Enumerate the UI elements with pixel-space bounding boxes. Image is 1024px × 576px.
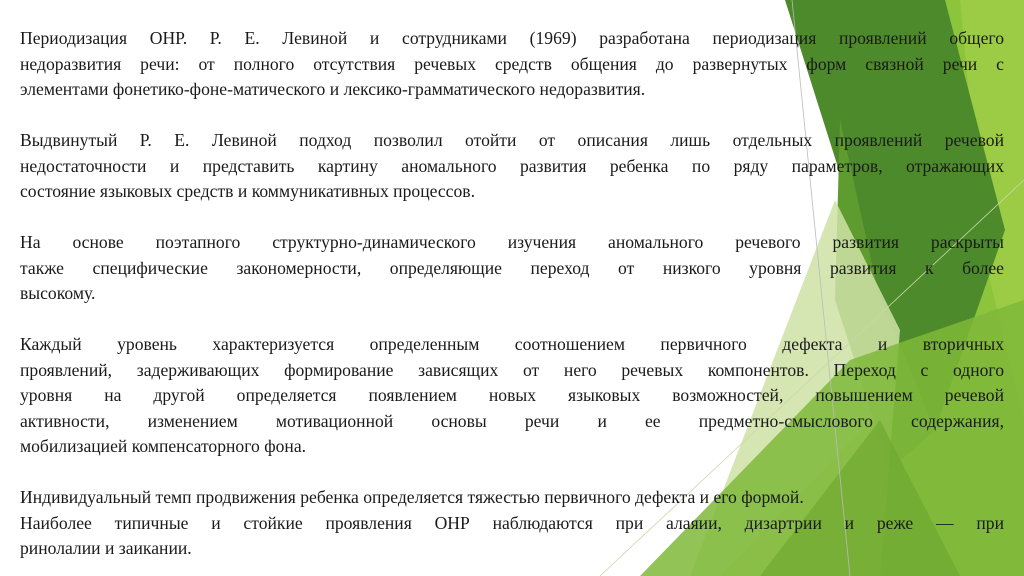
text-line: мобилизацией компенсаторного фона. [20, 436, 307, 456]
paragraph-levels [20, 332, 1004, 460]
paragraph-study [20, 230, 1004, 307]
text-line: недостаточности и представить картину аномального развития ребенка по ряду параметров, отражающих [20, 155, 1004, 176]
text-line: ринолалии и заикании. [20, 538, 192, 558]
text-line: Индивидуальный темп продвижения ребенка определяется тяжестью первичного дефекта и его формой. [20, 487, 804, 507]
paragraph-tempo [20, 485, 1004, 511]
text-line: На основе поэтапного структурно-динамического изучения аномального речевого развития раскрыты [20, 232, 1004, 252]
text-line: Каждый уровень характеризуется определенным соотношением первичного дефекта и вторичных [20, 334, 1004, 354]
text-line: элементами фонетико-фоне-матического и лексико-грамматического недоразвития. [20, 79, 646, 99]
paragraph-approach [20, 128, 1004, 205]
text-line: уровня на другой определяется появлением новых языковых возможностей, повышением речевой [20, 385, 1004, 405]
text-line: Выдвинутый Р. Е. Левиной подход позволил отойти от описания лишь отдельных проявлений речевой [20, 130, 1004, 150]
slide-body [20, 26, 1004, 562]
text-line: активности, изменением мотивационной основы речи и ее предметно-смыслового содержания, [20, 410, 1004, 431]
text-line: Наиболее типичные и стойкие проявления ОНР наблюдаются при алаяии, дизартрии и реже — при [20, 512, 1004, 533]
text-line: высокому. [20, 283, 96, 303]
text-line: недоразвития речи: от полного отсутствия речевых средств общения до развернутых форм связной речи с [20, 53, 1004, 74]
text-line: проявлений, задерживающих формирование зависящих от него речевых компонентов. Переход с одного [20, 359, 1004, 380]
text-line: состояние языковых средств и коммуникативных процессов. [20, 181, 475, 201]
text-line: также специфические закономерности, определяющие переход от низкого уровня развития к более [20, 257, 1004, 278]
paragraph-periodization [20, 26, 1004, 103]
paragraph-typical [20, 511, 1004, 562]
text-line: Периодизация ОНР. Р. Е. Левиной и сотрудниками (1969) разработана периодизация проявлений общего [20, 28, 1004, 48]
